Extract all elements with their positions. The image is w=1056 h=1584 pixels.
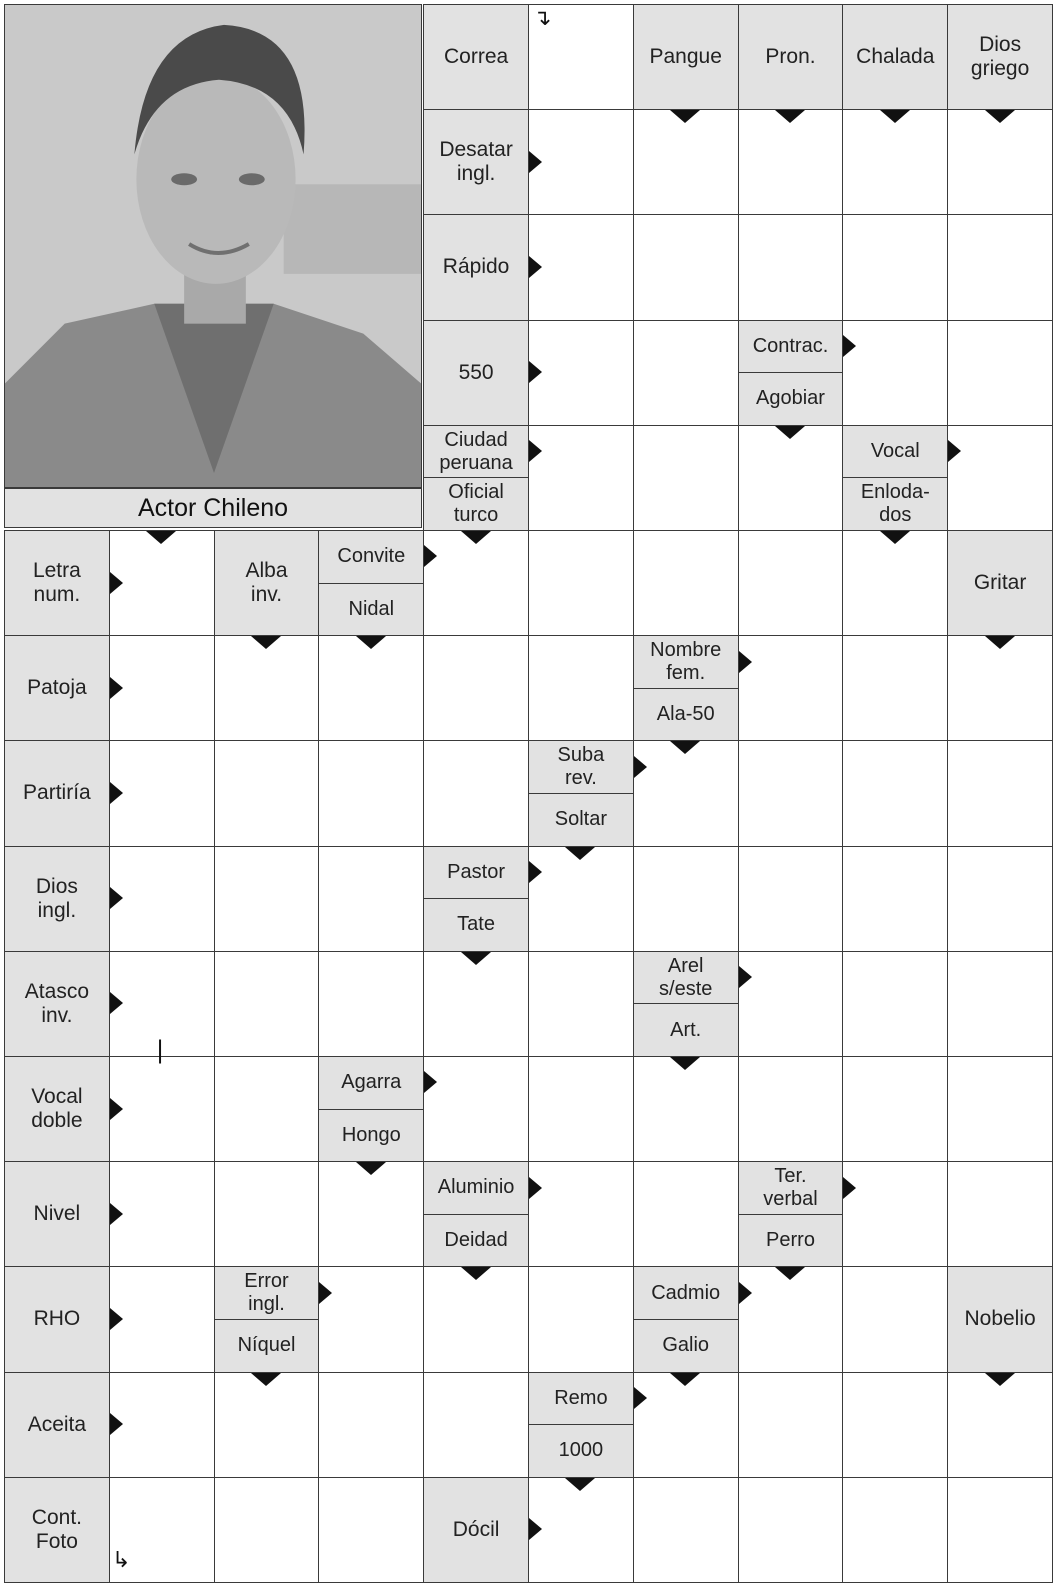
arrow-right-icon [110, 782, 123, 804]
clue-niquel: Níquel [214, 1319, 320, 1373]
clue-alba-inv: Alba inv. [214, 530, 320, 636]
answer-cell[interactable] [842, 1056, 948, 1162]
clue-partiria: Partiría [4, 740, 110, 846]
arrow-down-icon [565, 847, 595, 860]
arrow-down-icon [670, 1057, 700, 1070]
arrow-right-icon [634, 756, 647, 778]
answer-cell[interactable] [842, 1372, 948, 1478]
clue-hongo: Hongo [318, 1109, 424, 1163]
actor-portrait-image [5, 5, 421, 487]
corner-arrow-icon: ↳ [112, 1548, 131, 1573]
answer-cell[interactable] [738, 951, 844, 1057]
answer-cell[interactable] [842, 1161, 948, 1267]
arrow-down-icon [775, 426, 805, 439]
arrow-down-icon [565, 1478, 595, 1491]
answer-cell[interactable] [318, 1266, 424, 1372]
arrow-down-icon [670, 741, 700, 754]
answer-cell[interactable] [318, 740, 424, 846]
answer-cell[interactable] [109, 635, 215, 741]
answer-cell[interactable] [528, 214, 634, 320]
arrow-right-icon [843, 335, 856, 357]
answer-cell[interactable] [528, 951, 634, 1057]
answer-cell[interactable] [947, 740, 1053, 846]
arrow-right-icon [634, 1387, 647, 1409]
answer-cell[interactable] [947, 846, 1053, 952]
answer-cell[interactable] [214, 951, 320, 1057]
answer-cell[interactable] [109, 1161, 215, 1267]
answer-cell[interactable] [947, 951, 1053, 1057]
answer-cell[interactable] [633, 1056, 739, 1162]
answer-cell[interactable] [842, 1477, 948, 1583]
arrow-right-icon [739, 966, 752, 988]
answer-cell[interactable] [214, 1161, 320, 1267]
answer-cell[interactable] [738, 530, 844, 636]
clue-nivel: Nivel [4, 1161, 110, 1267]
arrow-right-icon [110, 1203, 123, 1225]
clue-agobiar: Agobiar [738, 372, 844, 426]
clue-pangue: Pangue [633, 4, 739, 110]
cursor-mark-icon: | [156, 1036, 165, 1064]
answer-cell[interactable] [947, 425, 1053, 531]
answer-cell[interactable] [214, 740, 320, 846]
arrow-right-icon [110, 677, 123, 699]
answer-cell[interactable] [633, 109, 739, 215]
clue-rapido: Rápido [423, 214, 529, 320]
clue-arel-seste: Arel s/este [633, 951, 739, 1005]
arrow-down-icon [880, 531, 910, 544]
clue-pastor: Pastor [423, 846, 529, 900]
arrow-right-icon [319, 1282, 332, 1304]
arrow-right-icon [110, 992, 123, 1014]
answer-cell[interactable] [528, 846, 634, 952]
clue-cont-foto: Cont. Foto [4, 1477, 110, 1583]
clue-gritar: Gritar [947, 530, 1053, 636]
arrow-right-icon [529, 256, 542, 278]
arrow-down-icon [775, 110, 805, 123]
clue-dios-griego: Dios griego [947, 4, 1053, 110]
clue-error-ingl: Error ingl. [214, 1266, 320, 1320]
clue-remo: Remo [528, 1372, 634, 1426]
answer-cell[interactable] [842, 635, 948, 741]
answer-cell[interactable] [738, 109, 844, 215]
answer-cell[interactable] [528, 1161, 634, 1267]
arrow-right-icon [843, 1177, 856, 1199]
answer-cell[interactable] [842, 530, 948, 636]
clue-deidad: Deidad [423, 1214, 529, 1268]
answer-cell[interactable] [947, 635, 1053, 741]
answer-cell[interactable] [214, 1056, 320, 1162]
clue-suba-rev: Suba rev. [528, 740, 634, 794]
answer-cell[interactable] [528, 109, 634, 215]
photo-caption: Actor Chileno [4, 488, 422, 528]
arrow-down-icon [146, 531, 176, 544]
arrow-down-icon [985, 636, 1015, 649]
answer-cell[interactable] [423, 1056, 529, 1162]
answer-cell[interactable] [633, 740, 739, 846]
arrow-right-icon [110, 1098, 123, 1120]
clue-oficial-turco: Oficial turco [423, 477, 529, 531]
answer-cell[interactable] [423, 951, 529, 1057]
answer-cell[interactable] [528, 530, 634, 636]
answer-cell[interactable] [738, 740, 844, 846]
answer-cell[interactable] [528, 1477, 634, 1583]
answer-cell[interactable] [633, 1161, 739, 1267]
clue-aceita: Aceita [4, 1372, 110, 1478]
clue-patoja: Patoja [4, 635, 110, 741]
answer-cell[interactable] [214, 1477, 320, 1583]
answer-cell[interactable] [842, 951, 948, 1057]
answer-cell[interactable] [947, 1161, 1053, 1267]
answer-cell[interactable] [109, 530, 215, 636]
clue-contrac: Contrac. [738, 320, 844, 374]
answer-cell[interactable] [842, 109, 948, 215]
answer-cell[interactable] [109, 846, 215, 952]
answer-cell[interactable] [109, 1372, 215, 1478]
answer-cell[interactable] [423, 740, 529, 846]
clue-cadmio: Cadmio [633, 1266, 739, 1320]
clue-soltar: Soltar [528, 793, 634, 847]
answer-cell[interactable] [528, 425, 634, 531]
answer-cell[interactable] [528, 635, 634, 741]
answer-cell[interactable] [528, 1056, 634, 1162]
arrow-down-icon [461, 531, 491, 544]
answer-cell[interactable] [633, 530, 739, 636]
answer-cell[interactable] [633, 214, 739, 320]
answer-cell[interactable] [528, 1266, 634, 1372]
answer-cell[interactable] [738, 425, 844, 531]
answer-cell[interactable] [738, 1266, 844, 1372]
actor-photo [4, 4, 422, 488]
clue-chalada: Chalada [842, 4, 948, 110]
answer-cell[interactable] [947, 1372, 1053, 1478]
answer-cell[interactable] [633, 320, 739, 426]
arrow-down-icon [356, 636, 386, 649]
arrow-down-icon [985, 1373, 1015, 1386]
clue-art: Art. [633, 1003, 739, 1057]
answer-cell[interactable] [633, 846, 739, 952]
clue-tate: Tate [423, 898, 529, 952]
answer-cell[interactable] [318, 1161, 424, 1267]
clue-enlodados: Enloda- dos [842, 477, 948, 531]
answer-cell[interactable] [947, 109, 1053, 215]
arrow-right-icon [424, 545, 437, 567]
clue-1000: 1000 [528, 1424, 634, 1478]
clue-rho: RHO [4, 1266, 110, 1372]
clue-dios-ingl: Dios ingl. [4, 846, 110, 952]
answer-cell[interactable] [633, 425, 739, 531]
answer-cell[interactable] [738, 1477, 844, 1583]
answer-cell[interactable] [423, 1372, 529, 1478]
arrow-right-icon [948, 440, 961, 462]
corner-arrow-icon: ↴ [533, 6, 552, 31]
arrow-right-icon [529, 1177, 542, 1199]
arrow-down-icon [251, 636, 281, 649]
answer-cell[interactable] [423, 635, 529, 741]
answer-cell[interactable] [738, 635, 844, 741]
arrow-right-icon [739, 1282, 752, 1304]
clue-agarra: Agarra [318, 1056, 424, 1110]
arrow-right-icon [110, 572, 123, 594]
arrow-down-icon [670, 110, 700, 123]
answer-cell[interactable] [947, 214, 1053, 320]
arrow-right-icon [529, 361, 542, 383]
answer-cell[interactable] [738, 1372, 844, 1478]
answer-cell[interactable] [109, 740, 215, 846]
clue-nobelio: Nobelio [947, 1266, 1053, 1372]
answer-cell[interactable] [738, 846, 844, 952]
answer-cell[interactable] [109, 1266, 215, 1372]
clue-correa: Correa [423, 4, 529, 110]
answer-cell[interactable] [318, 1372, 424, 1478]
clue-ala-50: Ala-50 [633, 688, 739, 742]
answer-cell[interactable] [109, 1056, 215, 1162]
arrow-right-icon [529, 1518, 542, 1540]
answer-cell[interactable] [214, 635, 320, 741]
answer-cell[interactable] [842, 846, 948, 952]
answer-cell[interactable] [738, 214, 844, 320]
answer-cell[interactable] [214, 1372, 320, 1478]
arrow-down-icon [251, 1373, 281, 1386]
clue-galio: Galio [633, 1319, 739, 1373]
answer-cell[interactable] [633, 1477, 739, 1583]
answer-cell[interactable] [738, 1056, 844, 1162]
answer-cell[interactable] [842, 1266, 948, 1372]
answer-cell[interactable] [423, 1266, 529, 1372]
clue-atasco-inv: Atasco inv. [4, 951, 110, 1057]
arrow-right-icon [529, 151, 542, 173]
clue-nombre-fem: Nombre fem. [633, 635, 739, 689]
arrow-right-icon [739, 651, 752, 673]
arrow-down-icon [356, 1162, 386, 1175]
clue-convite: Convite [318, 530, 424, 584]
answer-cell[interactable] [423, 530, 529, 636]
clue-aluminio: Aluminio [423, 1161, 529, 1215]
answer-cell[interactable] [318, 635, 424, 741]
arrow-down-icon [985, 110, 1015, 123]
clue-perro: Perro [738, 1214, 844, 1268]
clue-vocal-doble: Vocal doble [4, 1056, 110, 1162]
clue-letra-num: Letra num. [4, 530, 110, 636]
clue-550: 550 [423, 320, 529, 426]
answer-cell[interactable] [318, 951, 424, 1057]
answer-cell[interactable] [214, 846, 320, 952]
arrow-right-icon [424, 1071, 437, 1093]
answer-cell[interactable] [842, 214, 948, 320]
clue-ter-verbal: Ter. verbal [738, 1161, 844, 1215]
answer-cell[interactable] [633, 1372, 739, 1478]
arrow-down-icon [880, 110, 910, 123]
answer-cell[interactable] [842, 740, 948, 846]
answer-cell[interactable] [947, 1477, 1053, 1583]
answer-cell[interactable] [318, 1477, 424, 1583]
arrow-right-icon [110, 1413, 123, 1435]
clue-docil: Dócil [423, 1477, 529, 1583]
answer-cell[interactable] [947, 320, 1053, 426]
clue-desatar-ingl: Desatar ingl. [423, 109, 529, 215]
clue-vocal: Vocal [842, 425, 948, 479]
arrow-right-icon [110, 1308, 123, 1330]
arrow-down-icon [670, 1373, 700, 1386]
arrow-down-icon [775, 1267, 805, 1280]
clue-pron: Pron. [738, 4, 844, 110]
arrow-down-icon [461, 1267, 491, 1280]
clue-nidal: Nidal [318, 583, 424, 637]
arrow-right-icon [529, 861, 542, 883]
arrow-right-icon [529, 440, 542, 462]
answer-cell[interactable] [528, 320, 634, 426]
arrow-down-icon [461, 952, 491, 965]
answer-cell[interactable] [947, 1056, 1053, 1162]
clue-ciudad-peruana: Ciudad peruana [423, 425, 529, 479]
answer-cell[interactable] [318, 846, 424, 952]
arrow-right-icon [110, 887, 123, 909]
answer-cell[interactable] [842, 320, 948, 426]
